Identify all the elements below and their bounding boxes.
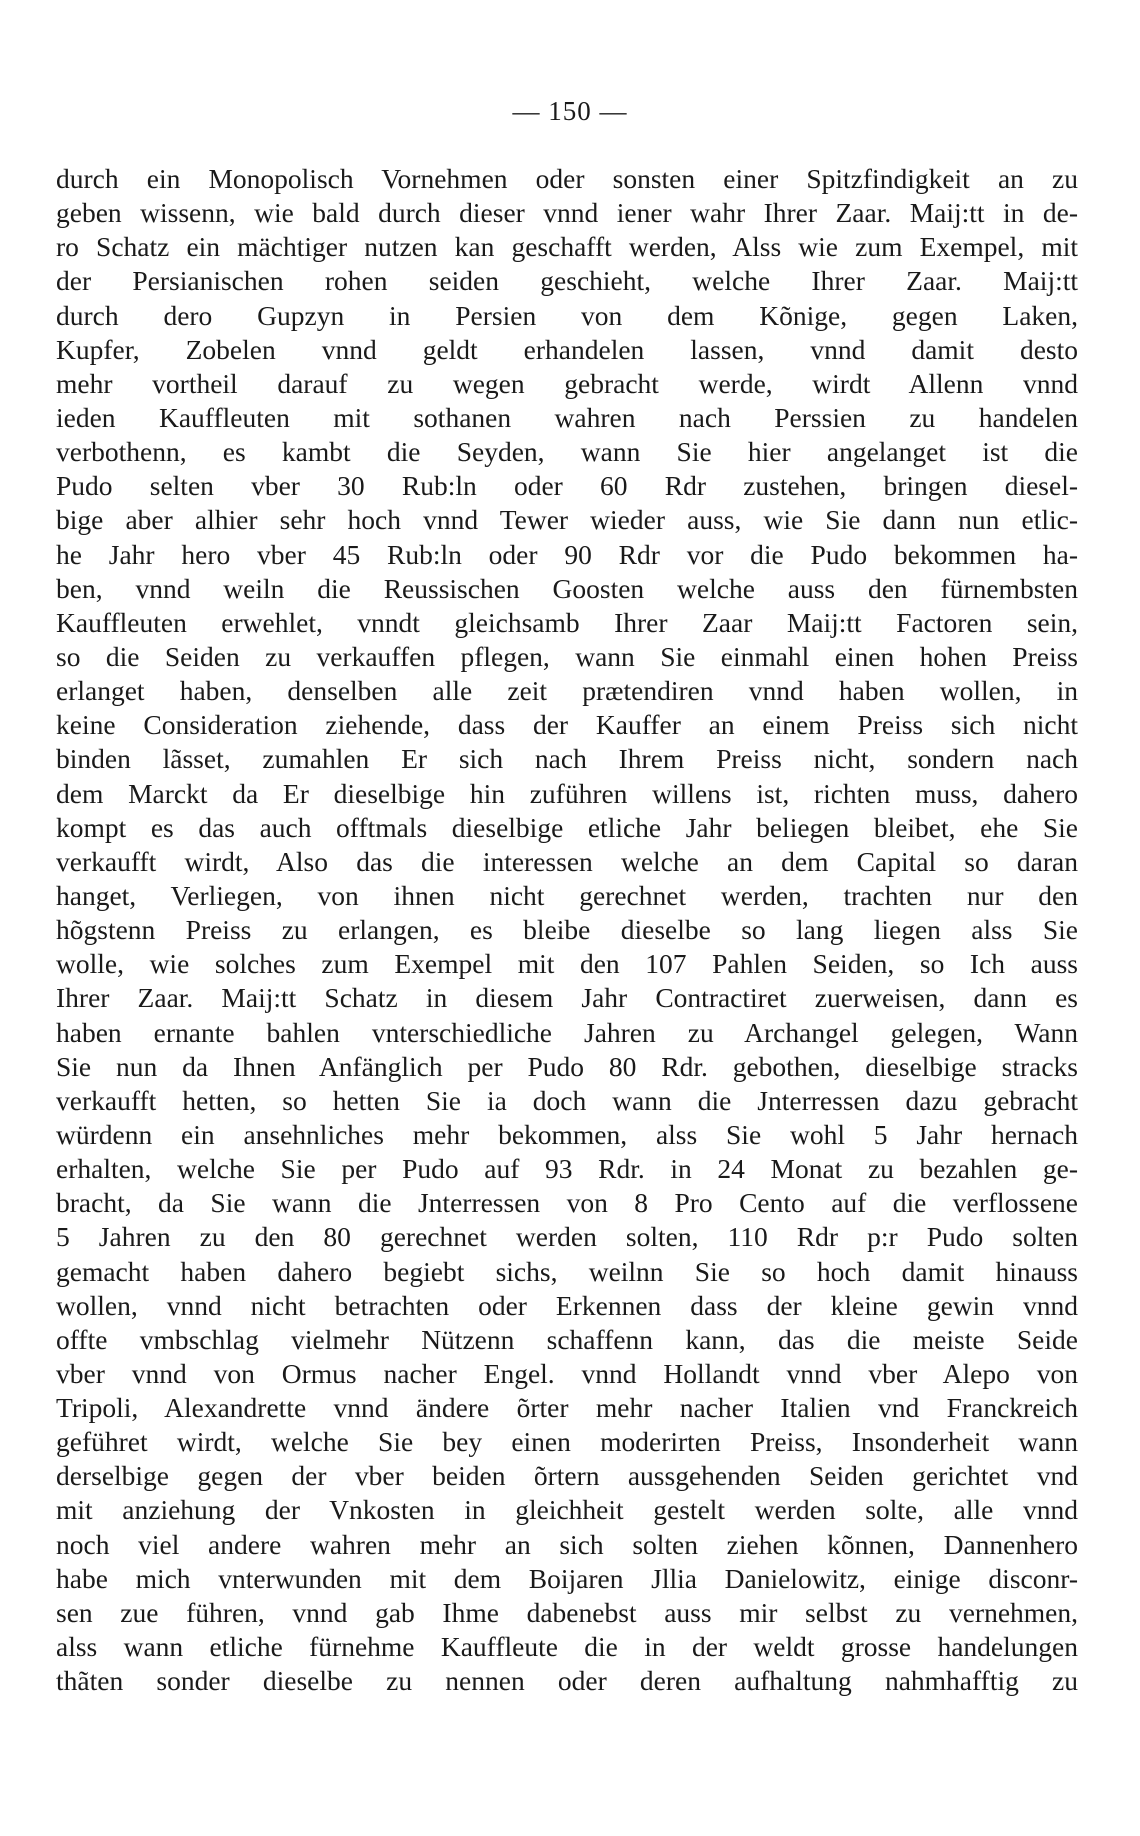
text-line: geben wissenn, wie bald durch dieser vnnd iener wahr Ihrer Zaar. Maij:tt in de-: [56, 197, 1078, 229]
text-line: erlanget haben, denselben alle zeit prætendiren vnnd haben wollen, in: [56, 675, 1078, 707]
text-line: würdenn ein ansehnliches mehr bekommen, alss Sie wohl 5 Jahr hernach: [56, 1118, 1078, 1150]
text-line: Sie nun da Ihnen Anfänglich per Pudo 80 Rdr. gebothen, dieselbige stracks: [56, 1050, 1078, 1082]
text-line: Tripoli, Alexandrette vnnd ändere õrter mehr nacher Italien vnd Franckreich: [56, 1392, 1078, 1424]
text-line: he Jahr hero vber 45 Rub:ln oder 90 Rdr vor die Pudo bekommen ha-: [56, 538, 1078, 570]
text-line: erhalten, welche Sie per Pudo auf 93 Rdr. in 24 Monat zu bezahlen ge-: [56, 1153, 1078, 1185]
text-line: vber vnnd von Ormus nacher Engel. vnnd Hollandt vnnd vber Alepo von: [56, 1357, 1078, 1389]
text-line: wollen, vnnd nicht betrachten oder Erkennen dass der kleine gewin vnnd: [56, 1289, 1078, 1321]
text-line: alss wann etliche fürnehme Kauffleute die in der weldt grosse handelungen: [56, 1631, 1078, 1663]
text-line: ro Schatz ein mächtiger nutzen kan geschafft werden, Alss wie zum Exempel, mit: [56, 231, 1078, 263]
text-line: bracht, da Sie wann die Jnterressen von 8 Pro Cento auf die verflossene: [56, 1187, 1078, 1219]
text-line: hanget, Verliegen, von ihnen nicht gerechnet werden, trachten nur den: [56, 879, 1078, 911]
text-line: derselbige gegen der vber beiden õrtern aussgehenden Seiden gerichtet vnd: [56, 1460, 1078, 1492]
text-line: keine Consideration ziehende, dass der Kauffer an einem Preiss sich nicht: [56, 709, 1078, 741]
text-line: verkaufft wirdt, Also das die interessen welche an dem Capital so daran: [56, 845, 1078, 877]
text-line: offte vmbschlag vielmehr Nützenn schaffenn kann, das die meiste Seide: [56, 1323, 1078, 1355]
text-line: der Persianischen rohen seiden geschieht, welche Ihrer Zaar. Maij:tt: [56, 265, 1078, 297]
text-line: mit anziehung der Vnkosten in gleichheit gestelt werden solte, alle vnnd: [56, 1494, 1078, 1526]
text-line: Pudo selten vber 30 Rub:ln oder 60 Rdr zustehen, bringen diesel-: [56, 470, 1078, 502]
text-line: gemacht haben dahero begiebt sichs, weilnn Sie so hoch damit hinauss: [56, 1255, 1078, 1287]
text-line: verbothenn, es kambt die Seyden, wann Sie hier angelanget ist die: [56, 436, 1078, 468]
text-line: haben ernante bahlen vnterschiedliche Jahren zu Archangel gelegen, Wann: [56, 1016, 1078, 1048]
text-line: sen zue führen, vnnd gab Ihme dabenebst auss mir selbst zu vernehmen,: [56, 1596, 1078, 1628]
page-number: — 150 —: [512, 96, 628, 126]
text-line: habe mich vnterwunden mit dem Boijaren Jllia Danielowitz, einige disconr-: [56, 1562, 1078, 1594]
text-body: [56, 162, 1078, 1698]
text-line: dem Marckt da Er dieselbige hin zuführen willens ist, richten muss, dahero: [56, 777, 1078, 809]
text-line: geführet wirdt, welche Sie bey einen moderirten Preiss, Insonderheit wann: [56, 1426, 1078, 1458]
text-line: kompt es das auch offtmals dieselbige etliche Jahr beliegen bleibet, ehe Sie: [56, 811, 1078, 843]
text-line: mehr vortheil darauf zu wegen gebracht werde, wirdt Allenn vnnd: [56, 367, 1078, 399]
text-line: hõgstenn Preiss zu erlangen, es bleibe dieselbe so lang liegen alss Sie: [56, 914, 1078, 946]
text-line: noch viel andere wahren mehr an sich solten ziehen kõnnen, Dannenhero: [56, 1528, 1078, 1560]
text-line: wolle, wie solches zum Exempel mit den 107 Pahlen Seiden, so Ich auss: [56, 948, 1078, 980]
text-line: binden lãsset, zumahlen Er sich nach Ihrem Preiss nicht, sondern nach: [56, 743, 1078, 775]
text-line: thãten sonder dieselbe zu nennen oder deren aufhaltung nahmhafftig zu: [56, 1665, 1078, 1697]
text-line: bige aber alhier sehr hoch vnnd Tewer wieder auss, wie Sie dann nun etlic-: [56, 504, 1078, 536]
text-line: so die Seiden zu verkauffen pflegen, wann Sie einmahl einen hohen Preiss: [56, 640, 1078, 672]
text-line: Ihrer Zaar. Maij:tt Schatz in diesem Jahr Contractiret zuerweisen, dann es: [56, 982, 1078, 1014]
text-line: 5 Jahren zu den 80 gerechnet werden solten, 110 Rdr p:r Pudo solten: [56, 1221, 1078, 1253]
text-line: Kupfer, Zobelen vnnd geldt erhandelen lassen, vnnd damit desto: [56, 333, 1078, 365]
text-line: durch ein Monopolisch Vornehmen oder sonsten einer Spitzfindigkeit an zu: [56, 163, 1078, 194]
text-line: durch dero Gupzyn in Persien von dem Kõnige, gegen Laken,: [56, 299, 1078, 331]
text-line: ieden Kauffleuten mit sothanen wahren nach Perssien zu handelen: [56, 401, 1078, 433]
text-line: ben, vnnd weiln die Reussischen Goosten welche auss den fürnembsten: [56, 572, 1078, 604]
text-line: Kauffleuten erwehlet, vnndt gleichsamb Ihrer Zaar Maij:tt Factoren sein,: [56, 606, 1078, 638]
text-line: verkaufft hetten, so hetten Sie ia doch wann die Jnterressen dazu gebracht: [56, 1084, 1078, 1116]
